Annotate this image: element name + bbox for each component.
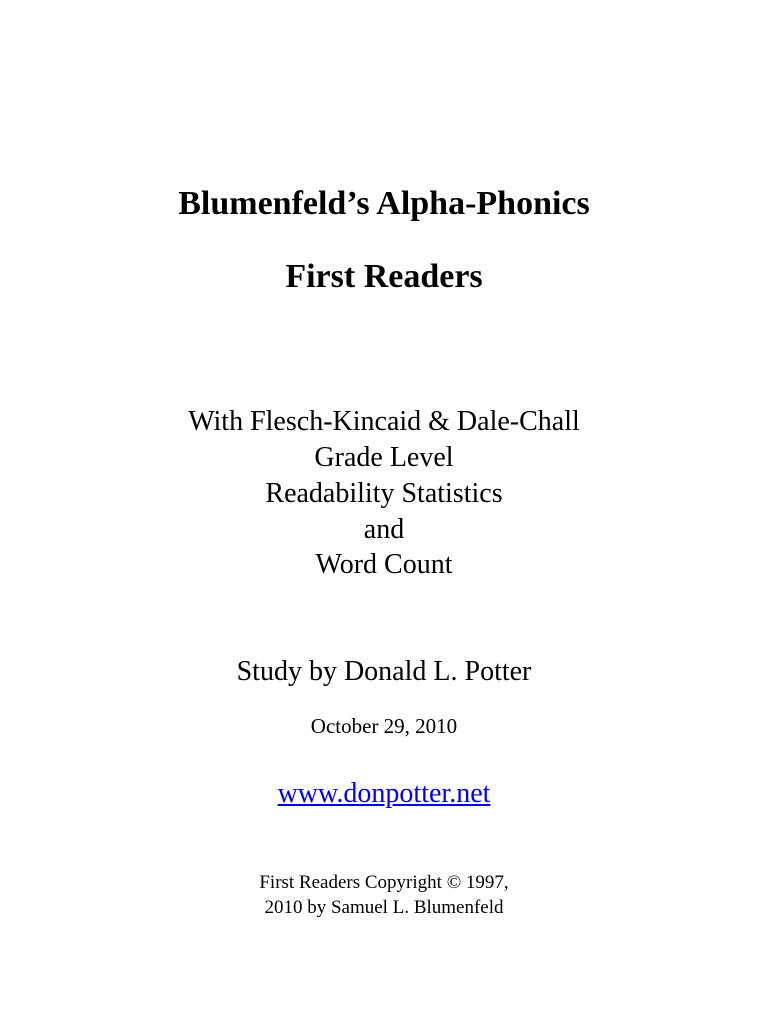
description-line: Word Count — [315, 549, 453, 580]
copyright-line: 2010 by Samuel L. Blumenfeld — [264, 897, 504, 918]
description-line: With Flesch-Kincaid & Dale-Chall — [188, 406, 580, 437]
description-line: Grade Level — [314, 442, 454, 473]
author-line: Study by Donald L. Potter — [236, 656, 532, 687]
website-link-row — [0, 780, 768, 808]
description-line: and — [363, 514, 405, 545]
website-link[interactable]: www.donpotter.net — [277, 778, 491, 809]
description-line: Readability Statistics — [265, 478, 503, 509]
document-subtitle: First Readers — [285, 258, 483, 295]
document-title: Blumenfeld’s Alpha-Phonics — [178, 185, 590, 222]
copyright-line: First Readers Copyright © 1997, — [259, 872, 509, 893]
publication-date: October 29, 2010 — [310, 714, 458, 738]
